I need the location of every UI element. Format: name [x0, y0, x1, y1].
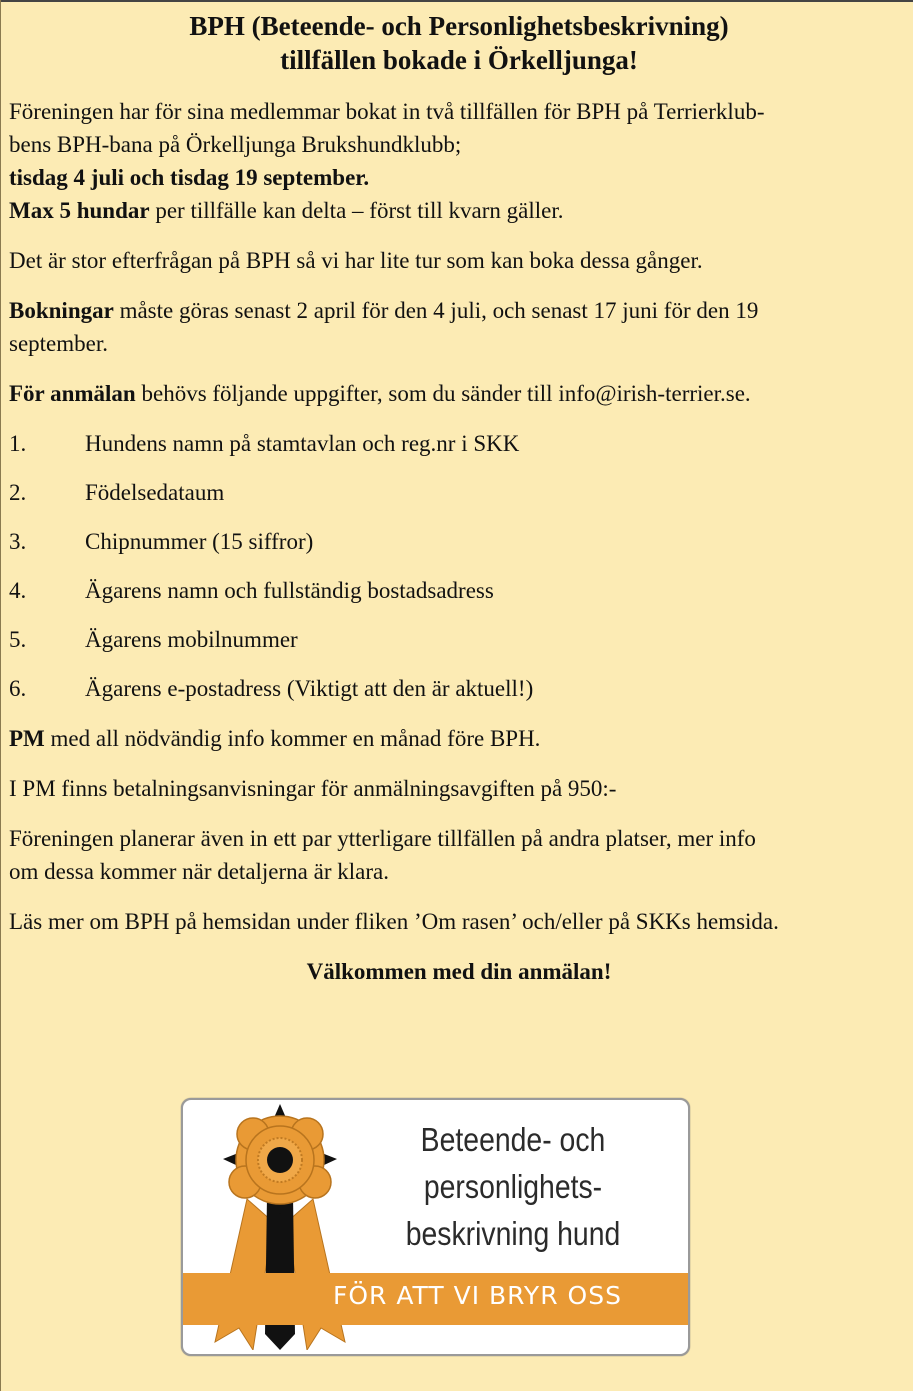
title-line-1: BPH (Beteende- och Personlighetsbeskrivning) [189, 11, 729, 41]
registration-rest: behövs följande uppgifter, som du sänder till info@irish-terrier.se. [135, 381, 751, 406]
more-line-1: Föreningen planerar även in ett par ytterligare tillfällen på andra platser, mer info [9, 826, 756, 851]
read-more-paragraph: Läs mer om BPH på hemsidan under fliken ’Om rasen’ och/eller på SKKs hemsida. [9, 909, 779, 934]
intro-paragraph [9, 95, 909, 227]
list-item-text: Hundens namn på stamtavlan och reg.nr i SKK [85, 431, 520, 456]
document-title [9, 9, 909, 77]
left-border [0, 0, 1, 1391]
list-item-number: 1. [9, 431, 27, 456]
booking-line-1 [9, 294, 909, 327]
document-body [9, 0, 909, 988]
list-item-text: Ägarens namn och fullständig bostadsadress [85, 578, 494, 603]
list-item [9, 525, 909, 558]
registration-bold: För anmälan [9, 381, 136, 406]
list-item-text: Ägarens mobilnummer [85, 627, 298, 652]
bph-logo-card [181, 1098, 690, 1356]
list-item-number: 4. [9, 578, 27, 603]
intro-max-bold: Max 5 hundar [9, 198, 150, 223]
intro-max [9, 194, 909, 227]
intro-max-rest: per tillfälle kan delta – först till kvarn gäller. [149, 198, 564, 223]
pm-paragraph [9, 722, 909, 755]
list-item-text: Ägarens e-postadress (Viktigt att den är aktuell!) [85, 676, 534, 701]
intro-line-1: Föreningen har för sina medlemmar bokat in två tillfällen för BPH på Terrierklub- [9, 99, 765, 124]
booking-line-2: september. [9, 331, 108, 356]
demand-paragraph: Det är stor efterfrågan på BPH så vi har lite tur som kan boka dessa gånger. [9, 248, 703, 273]
logo-tagline-band [183, 1273, 688, 1325]
booking-paragraph [9, 294, 909, 360]
logo-title [384, 1116, 642, 1257]
more-line-2: om dessa kommer när detaljerna är klara. [9, 859, 389, 884]
list-item-number: 2. [9, 480, 27, 505]
logo-line-3: beskrivning hund [405, 1215, 621, 1252]
requirements-list [9, 427, 909, 705]
intro-line-2: bens BPH-bana på Örkelljunga Brukshundklubb; [9, 132, 462, 157]
list-item [9, 623, 909, 656]
list-item-number: 3. [9, 529, 27, 554]
list-item-text: Födelsedataum [85, 480, 225, 505]
list-item [9, 476, 909, 509]
booking-line-1-rest: måste göras senast 2 april för den 4 juli, och senast 17 juni för den 19 [113, 298, 759, 323]
list-item-number: 5. [9, 627, 27, 652]
list-item [9, 427, 909, 460]
booking-bold: Bokningar [9, 298, 114, 323]
payment-paragraph: I PM finns betalningsanvisningar för anmälningsavgiften på 950:- [9, 776, 617, 801]
title-line-2: tillfällen bokade i Örkelljunga! [280, 45, 638, 75]
pm-bold: PM [9, 726, 45, 751]
logo-line-2: personlighets- [423, 1168, 603, 1205]
welcome-text: Välkommen med din anmälan! [306, 959, 612, 984]
registration-paragraph [9, 377, 909, 410]
more-paragraph [9, 822, 909, 888]
logo-line-1: Beteende- och [420, 1121, 606, 1158]
list-item-text: Chipnummer (15 siffror) [85, 529, 314, 554]
list-item [9, 672, 909, 705]
list-item-number: 6. [9, 676, 27, 701]
pm-rest: med all nödvändig info kommer en månad före BPH. [44, 726, 541, 751]
intro-dates: tisdag 4 juli och tisdag 19 september. [9, 165, 370, 190]
list-item [9, 574, 909, 607]
logo-tagline: FÖR ATT VI BRYR OSS [333, 1281, 622, 1310]
